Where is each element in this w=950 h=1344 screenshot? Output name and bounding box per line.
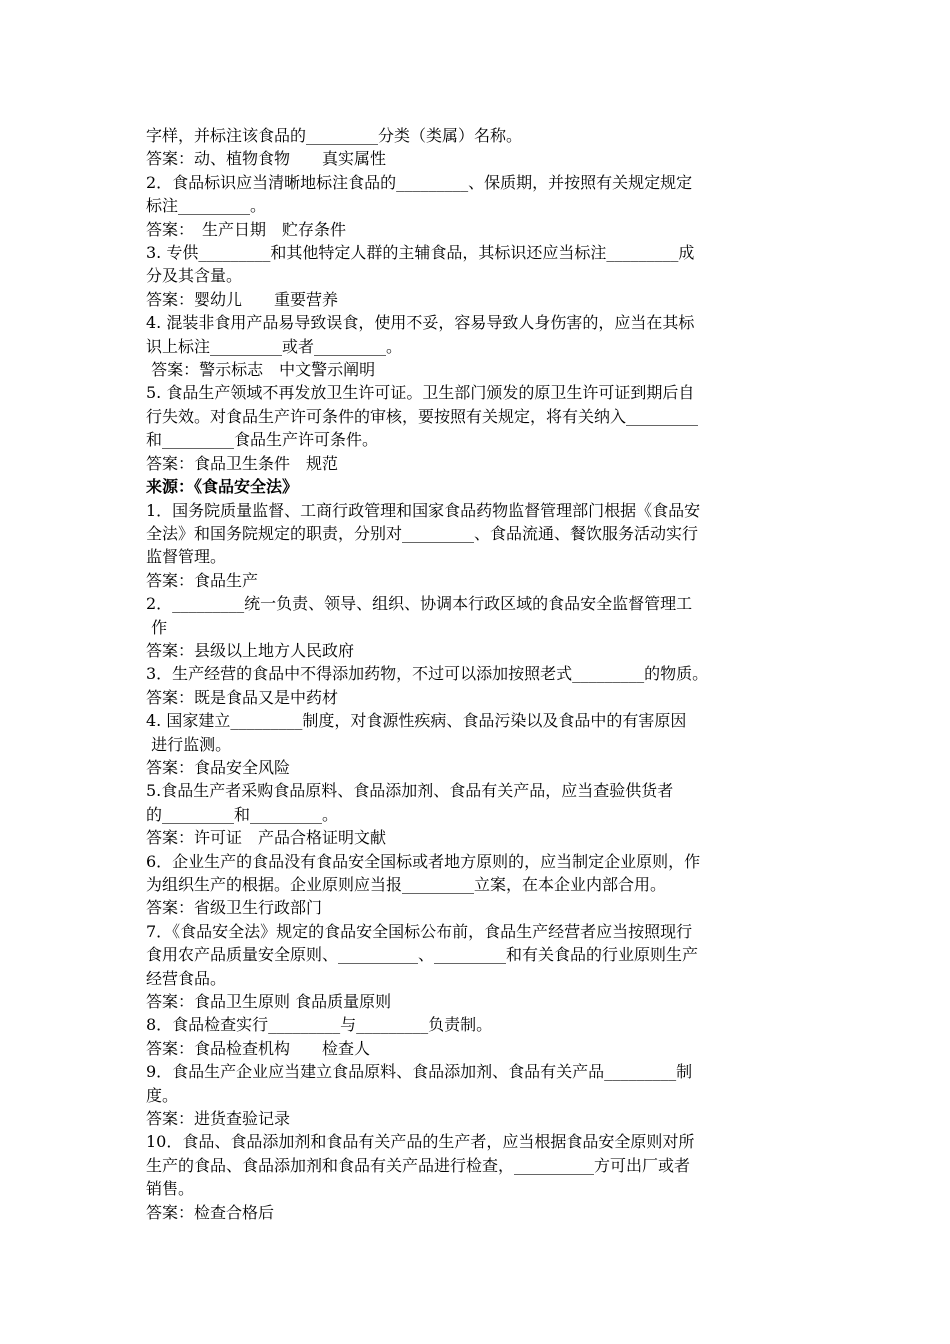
text-line: 答案：许可证 产品合格证明文献: [146, 828, 387, 848]
text-line: 销售。: [146, 1179, 195, 1199]
text-line: 标注_________。: [146, 196, 267, 216]
text-line: 答案：食品生产: [146, 570, 259, 590]
text-line: 8．食品检查实行_________与_________负责制。: [146, 1015, 493, 1035]
text-line: 答案：进货查验记录: [146, 1109, 291, 1129]
text-line: 进行监测。: [146, 734, 232, 754]
text-line: 和_________食品生产许可条件。: [146, 430, 379, 450]
text-line: 答案： 生产日期 贮存条件: [146, 219, 347, 239]
text-line: 答案：县级以上地方人民政府: [146, 640, 355, 660]
text-line: 4. 混装非食用产品易导致误食，使用不妥，容易导致人身伤害的，应当在其标: [146, 313, 695, 333]
text-line: 3．生产经营的食品中不得添加药物，不过可以添加按照老式_________的物质。: [146, 664, 709, 684]
text-line: 6．企业生产的食品没有食品安全国标或者地方原则的，应当制定企业原则，作: [146, 851, 701, 871]
text-line: 4. 国家建立_________制度，对食源性疾病、食品污染以及食品中的有害原因: [146, 711, 687, 731]
text-line: 答案：食品检查机构 检查人: [146, 1038, 371, 1058]
text-line: 答案：动、植物食物 真实属性: [146, 149, 387, 169]
document-page: [146, 124, 810, 1224]
text-line: 3. 专供_________和其他特定人群的主辅食品，其标识还应当标注_________成: [146, 243, 695, 263]
text-line: 答案：既是食品又是中药材: [146, 687, 339, 707]
section-heading: 来源：《食品安全法》: [146, 477, 299, 497]
text-line: 字样，并标注该食品的_________分类（类属）名称。: [146, 126, 523, 145]
text-line: 10．食品、食品添加剂和食品有关产品的生产者，应当根据食品安全原则对所: [146, 1132, 695, 1152]
text-line: 答案：警示标志 中文警示阐明: [146, 360, 376, 380]
text-line: 5.食品生产者采购食品原料、食品添加剂、食品有关产品，应当查验供货者: [146, 781, 674, 801]
text-line: 答案：省级卫生行政部门: [146, 898, 323, 918]
text-line: 7．《食品安全法》规定的食品安全国标公布前，食品生产经营者应当按照现行: [146, 921, 693, 941]
text-line: 答案：婴幼儿 重要营养: [146, 289, 339, 309]
text-line: 1．国务院质量监督、工商行政管理和国家食品药物监督管理部门根据《食品安: [146, 500, 701, 520]
text-line: 生产的食品、食品添加剂和食品有关产品进行检查，__________方可出厂或者: [146, 1155, 691, 1175]
text-line: 2．食品标识应当清晰地标注食品的_________、保质期，并按照有关规定规定: [146, 172, 693, 192]
text-line: 为组织生产的根据。企业原则应当报_________立案，在本企业内部合用。: [146, 875, 667, 894]
text-line: 答案：检查合格后: [146, 1202, 275, 1222]
text-line: 9．食品生产企业应当建立食品原料、食品添加剂、食品有关产品_________制: [146, 1062, 693, 1082]
text-line: 的_________和_________。: [146, 804, 339, 824]
text-line: 全法》和国务院规定的职责，分别对_________、食品流通、餐饮服务活动实行: [146, 523, 699, 543]
text-line: 食用农产品质量安全原则、__________、_________和有关食品的行业原则生产: [146, 945, 699, 965]
text-line: 答案：食品卫生原则 食品质量原则: [146, 992, 392, 1012]
text-line: 分及其含量。: [146, 266, 243, 286]
text-line: 经营食品。: [146, 968, 227, 988]
text-line: 作: [146, 617, 168, 637]
text-line: 行失效。对食品生产许可条件的审核，要按照有关规定，将有关纳入_________: [146, 406, 699, 426]
text-line: 5. 食品生产领域不再发放卫生许可证。卫生部门颁发的原卫生许可证到期后自: [146, 383, 695, 403]
text-line: 答案：食品卫生条件 规范: [146, 453, 339, 473]
text-line: 度。: [146, 1085, 179, 1105]
text-line: 识上标注_________或者_________。: [146, 336, 403, 356]
text-line: 监督管理。: [146, 547, 227, 567]
text-line: 2．_________统一负责、领导、组织、协调本行政区域的食品安全监督管理工: [146, 594, 693, 614]
text-line: 答案：食品安全风险: [146, 757, 291, 777]
